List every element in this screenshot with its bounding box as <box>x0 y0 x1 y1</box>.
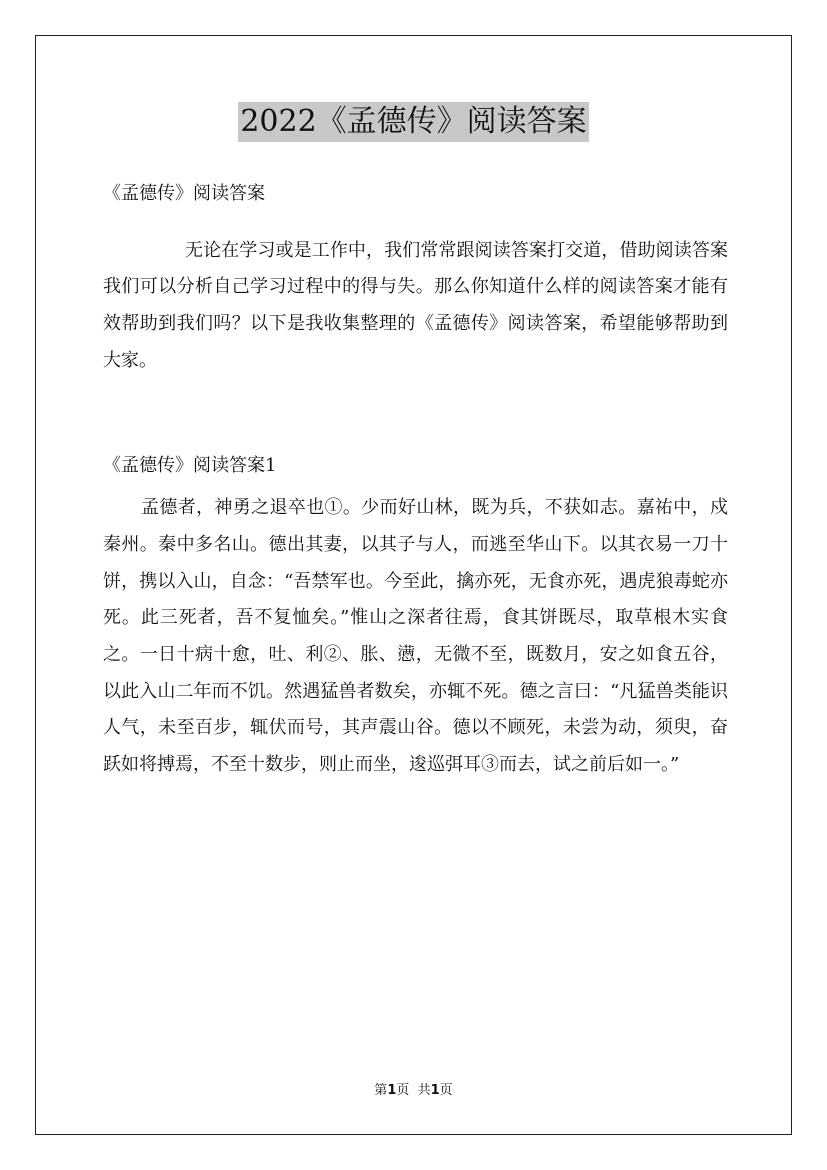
intro-paragraph: 无论在学习或是工作中，我们常常跟阅读答案打交道，借助阅读答案我们可以分析自己学习过程中的得与失。那么你知道什么样的阅读答案才能有效帮助到我们吗？以下是我收集整理的《孟德传》阅读答案，希望能够帮助到大家。 <box>103 239 728 371</box>
footer-page-mid: 页 共 <box>396 1083 431 1098</box>
document-body <box>103 176 728 784</box>
title-container <box>0 102 827 142</box>
passage-paragraph: 孟德者，神勇之退卒也①。少而好山林，既为兵，不获如志。嘉祐中，戍秦州。秦中多名山。德出其妻，以其子与人，而逃至华山下。以其衣易一刀十饼，携以入山，自念：“吾禁军也。今至此，擒亦死，无食亦死，遇虎狼毒蛇亦死。此三死者，吾不复恤矣。”惟山之深者往焉，食其饼既尽，取草根木实食之。一日十病十愈，吐、利②、胀、懑，无微不至，既数月，安之如食五谷，以此入山二年而不饥。然遇猛兽者数矣，亦辄不死。德之言曰：“凡猛兽类能识人气，未至百步，辄伏而号，其声震山谷。德以不顾死，未尝为动，须臾，奋跃如将搏焉，不至十数步，则止而坐，逡巡弭耳③而去，试之前后如一。” <box>103 497 728 776</box>
footer-page-prefix: 第 <box>374 1083 388 1098</box>
document-title: 2022《孟德传》阅读答案 <box>238 102 588 142</box>
footer-page-number: 1 <box>387 1083 397 1098</box>
subheading-answer-1: 《孟德传》阅读答案1 <box>103 454 277 476</box>
footer-page-suffix: 页 <box>439 1083 453 1098</box>
page-footer <box>0 1082 827 1100</box>
subheading-intro: 《孟德传》阅读答案 <box>103 183 265 204</box>
footer-page-total: 1 <box>430 1083 440 1098</box>
